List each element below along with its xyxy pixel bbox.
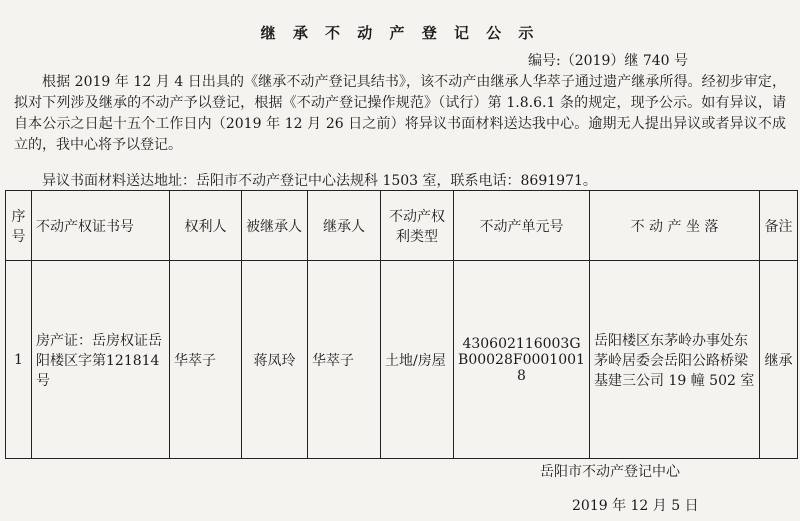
table-row (6, 261, 798, 459)
objection-address: 异议书面材料送达地址：岳阳市不动产登记中心法规科 1503 室，联系电话：8691971。 (42, 173, 597, 189)
header-decedent: 被继承人 (242, 191, 308, 261)
header-unit-number: 不动产单元号 (454, 191, 590, 261)
cell-decedent: 蒋凤玲 (242, 261, 308, 459)
cell-remark: 继承 (760, 261, 798, 459)
table-header-row (6, 191, 798, 261)
header-right-type: 不动产权利类型 (381, 191, 454, 261)
header-remark: 备注 (760, 191, 798, 261)
page-title: 继 承 不 动 产 登 记 公 示 (260, 24, 540, 42)
cell-right-type: 土地/房屋 (381, 261, 454, 459)
header-certificate: 不动产权证书号 (32, 191, 170, 261)
notice-paragraph: 根据 2019 年 12 月 4 日出具的《继承不动产登记具结书》，该不动产由继承人华萃子通过遗产继承所得。经初步审定， 拟对下列涉及继承的不动产予以登记，根据《不动产登记操作规范》（试行）第 1.8.6.1 条的规定，现予公示。如有异议，请自本公示之日起十五个工作日内（2019 年 12 月 26 日之前）将异议书面材料送达我中心。逾期无人提出异议或者异议不成立的，我中心将予以登记。 (14, 74, 786, 153)
issue-date: 2019 年 12 月 5 日 (572, 498, 699, 514)
header-right-holder: 权利人 (170, 191, 242, 261)
header-location: 不 动 产 坐 落 (590, 191, 760, 261)
cell-heir: 华萃子 (308, 261, 381, 459)
registration-table (5, 190, 798, 459)
header-index: 序号 (6, 191, 32, 261)
document-number: 编号:（2019）继 740 号 (528, 53, 688, 69)
issuing-organization: 岳阳市不动产登记中心 (540, 464, 680, 480)
cell-right-holder: 华萃子 (170, 261, 242, 459)
header-heir: 继承人 (308, 191, 381, 261)
cell-unit-number: 430602116003GB00028F00010018 (454, 261, 590, 459)
cell-certificate: 房产证：岳房权证岳阳楼区字第121814号 (32, 261, 170, 459)
cell-index: 1 (6, 261, 32, 459)
cell-location: 岳阳楼区东茅岭办事处东茅岭居委会岳阳公路桥梁基建三公司 19 幢 502 室 (590, 261, 760, 459)
